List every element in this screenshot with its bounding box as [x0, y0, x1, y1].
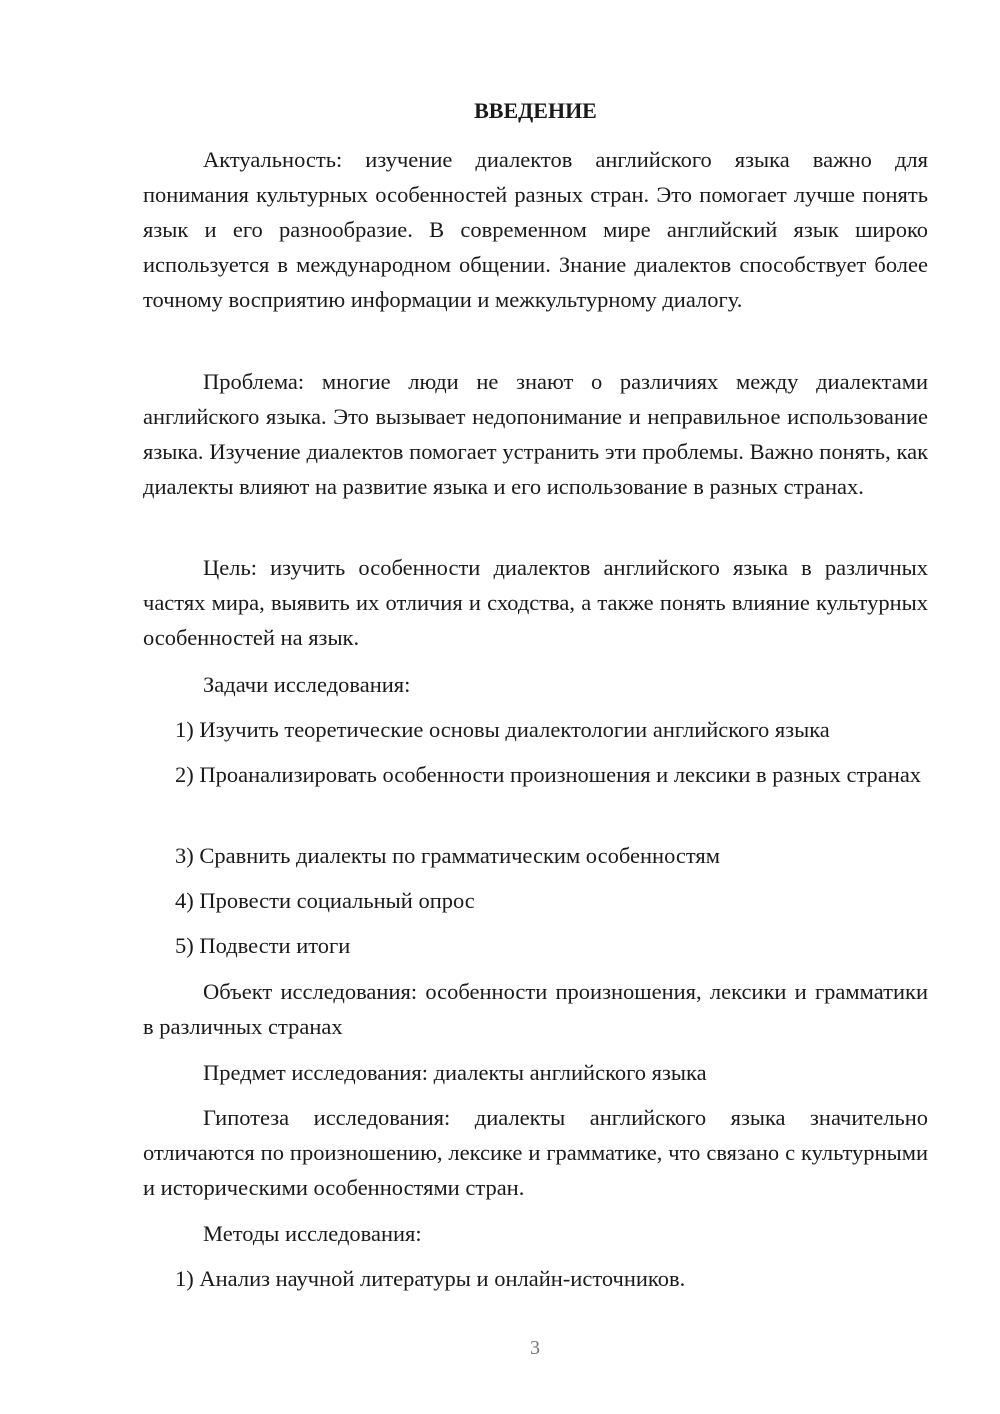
tasks-heading: Задачи исследования:: [203, 672, 411, 697]
methods-heading: Методы исследования:: [203, 1221, 422, 1246]
task-item-2: 2) Проанализировать особенности произношения и лексики в разных странах: [175, 762, 922, 787]
page-number: 3: [530, 1337, 540, 1359]
paragraph-object: Объект исследования: особенности произношения, лексики и грамматики в различных странах: [143, 979, 928, 1039]
paragraph-goal: Цель: изучить особенности диалектов английского языка в различных частях мира, выявить их отличия и сходства, а также понять влияние культурных особенностей на язык.: [143, 555, 928, 650]
section-title: ВВЕДЕНИЕ: [474, 98, 597, 123]
task-item-4: 4) Провести социальный опрос: [175, 888, 475, 913]
paragraph-subject: Предмет исследования: диалекты английского языка: [203, 1060, 707, 1085]
task-item-1: 1) Изучить теоретические основы диалектологии английского языка: [175, 717, 830, 742]
task-item-3: 3) Сравнить диалекты по грамматическим особенностям: [175, 843, 720, 868]
paragraph-hypothesis: Гипотеза исследования: диалекты английского языка значительно отличаются по произношению, лексике и грамматике, что связано с культурными и историческими особенностями стран.: [143, 1105, 928, 1200]
paragraph-relevance: Актуальность: изучение диалектов английского языка важно для понимания культурных особенностей разных стран. Это помогает лучше понять язык и его разнообразие. В современном мире английский язык широко используется в международном общении. Знание диалектов способствует более точному восприятию информации и межкультурному диалогу.: [143, 147, 928, 312]
method-item-1: 1) Анализ научной литературы и онлайн-источников.: [175, 1266, 686, 1291]
paragraph-problem: Проблема: многие люди не знают о различиях между диалектами английского языка. Это вызывает недопонимание и неправильное использование языка. Изучение диалектов помогает устранить эти проблемы. Важно понять, как диалекты влияют на развитие языка и его использование в разных странах.: [143, 369, 928, 499]
task-item-5: 5) Подвести итоги: [175, 933, 351, 958]
